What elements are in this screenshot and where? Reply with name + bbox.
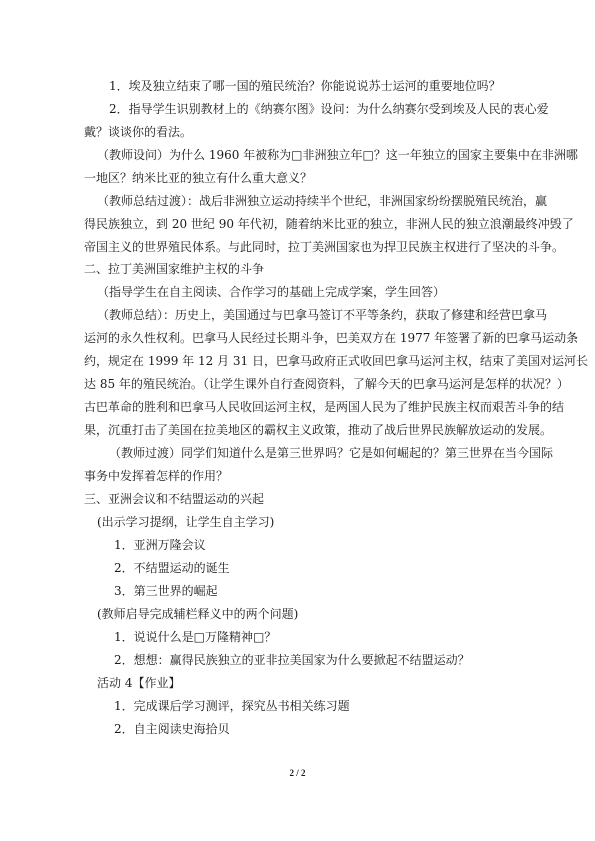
list-item: 1．完成课后学习测评，探究丛书相关练习题 [114,699,350,713]
text-line: 运河的永久性权利。巴拿马人民经过长期斗争，巴美双方在 1977 年签署了新的巴拿马运动条 [84,331,579,345]
text-line: 果，沉重打击了美国在拉美地区的霸权主义政策，推动了战后世界民族解放运动的发展。 [84,423,553,437]
text-line: （教师设问）为什么 1960 年被称为□非洲独立年□？这一年独立的国家主要集中在非洲哪 [97,148,578,162]
text-line: 2．指导学生识别教材上的《纳赛尔图》设问：为什么纳赛尔受到埃及人民的衷心爱 [109,102,549,116]
page-number: 2 / 2 [289,768,306,778]
list-item: 2．不结盟运动的诞生 [114,561,230,575]
text-line: 一地区？纳米比亚的独立有什么重大意义？ [84,171,313,185]
activity-heading: 活动 4【作业】 [97,676,181,690]
text-line: 约，规定在 1999 年 12 月 31 日，巴拿马政府正式收回巴拿马运河主权，结束了美国对运河长 [84,354,588,368]
text-line: （教师总结）：历史上，美国通过与巴拿马签订不平等条约，获取了修建和经营巴拿马 [97,308,548,322]
text-line: 戴？谈谈你的看法。 [84,125,193,139]
text-line: （指导学生在自主阅读、合作学习的基础上完成学案，学生回答） [97,285,446,299]
section-heading: 二、拉丁美洲国家维护主权的斗争 [84,262,265,276]
text-line: （教师过渡）同学们知道什么是第三世界吗？它是如何崛起的？第三世界在当今国际 [109,446,554,460]
list-item: 3．第三世界的崛起 [114,584,218,598]
text-line: 得民族独立，到 20 世纪 90 年代初，随着纳米比亚的独立，非洲人民的独立浪潮最终冲毁了 [84,217,574,231]
text-line: (教师启导完成辅栏释义中的两个问题) [97,607,299,621]
text-line: 古巴革命的胜利和巴拿马人民收回运河主权，是两国人民为了维护民族主权而艰苦斗争的结 [84,400,565,414]
list-item: 1．亚洲万隆会议 [114,538,206,552]
text-line: 达 85 年的殖民统治。（让学生课外自行查阅资料，了解今天的巴拿马运河是怎样的状况？） [84,377,569,391]
list-item: 1．说说什么是□万隆精神□？ [114,630,277,644]
section-heading: 三、亚洲会议和不结盟运动的兴起 [84,492,265,506]
text-line: 1．埃及独立结束了哪一国的殖民统治？你能说说苏士运河的重要地位吗？ [109,79,501,93]
text-line: (出示学习提纲，让学生自主学习) [97,515,275,529]
list-item: 2．自主阅读史海拾贝 [114,722,230,736]
text-line: （教师总结过渡）：战后非洲独立运动持续半个世纪，非洲国家纷纷摆脱殖民统治，赢 [97,194,548,208]
list-item: 2．想想：赢得民族独立的亚非拉美国家为什么要掀起不结盟运动？ [114,653,470,667]
text-line: 帝国主义的世界殖民体系。与此同时，拉丁美洲国家也为捍卫民族主权进行了坚决的斗争。 [84,240,565,254]
text-line: 事务中发挥着怎样的作用？ [84,469,229,483]
